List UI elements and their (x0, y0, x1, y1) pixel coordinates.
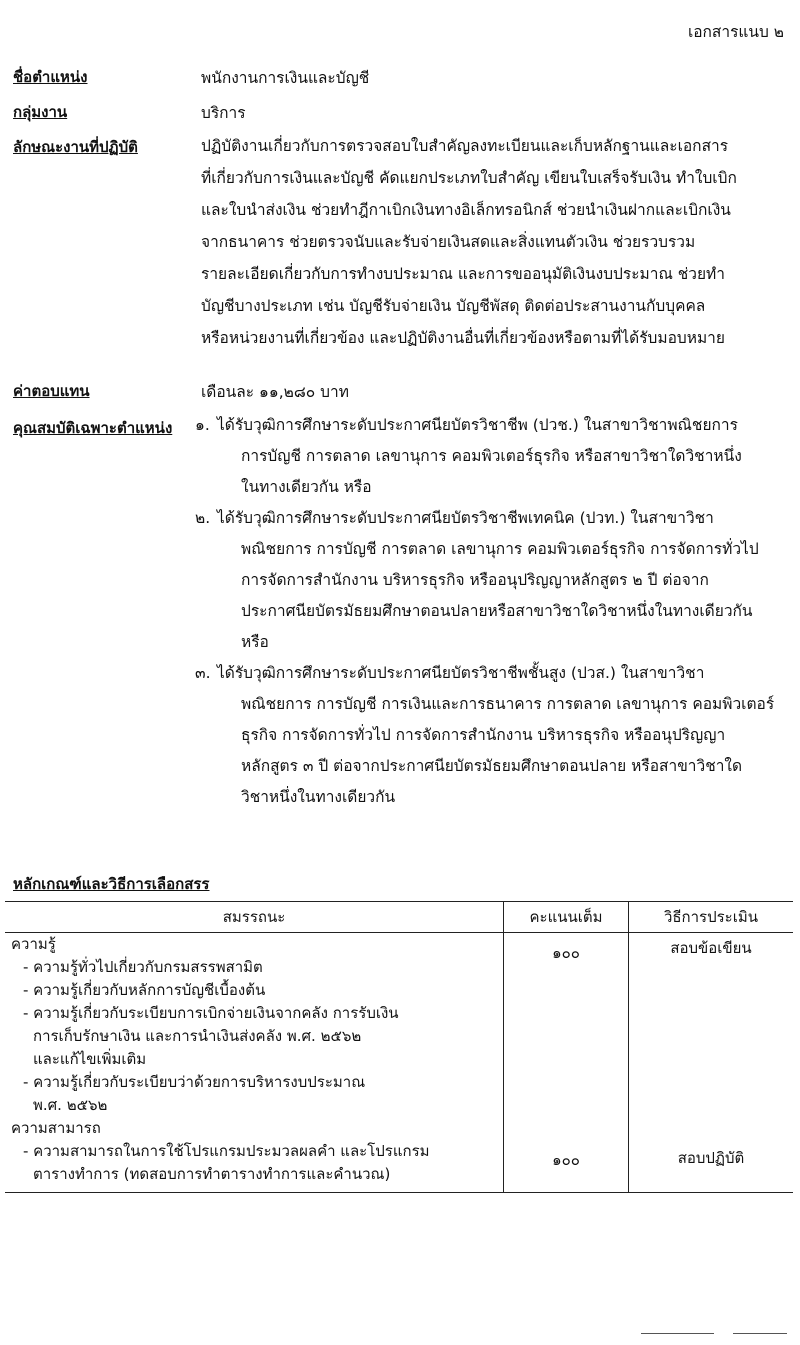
duties-line: ที่เกี่ยวกับการเงินและบัญชี คัดแยกประเภทใบสำคัญ เขียนใบเสร็จรับเงิน ทำใบเบิก (201, 169, 737, 187)
competency-line: - ความรู้เกี่ยวกับระเบียบว่าด้วยการบริหารงบประมาณ (23, 1073, 366, 1091)
qualification-line: การบัญชี การตลาด เลขานุการ คอมพิวเตอร์ธุรกิจ หรือสาขาวิชาใดวิชาหนึ่ง (241, 447, 742, 465)
table-row (5, 933, 793, 1118)
qualification-line: หรือ (241, 633, 269, 651)
competency-cell (5, 1117, 504, 1193)
qualification-number: ๓. (195, 664, 211, 682)
header-competency: สมรรถนะ (5, 902, 504, 933)
qualification-line: ธุรกิจ การจัดการทั่วไป การจัดการสำนักงาน บริหารธุรกิจ หรืออนุปริญญา (241, 726, 726, 744)
qualification-line: หลักสูตร ๓ ปี ต่อจากประกาศนียบัตรมัธยมศึกษาตอนปลาย หรือสาขาวิชาใด (241, 757, 743, 775)
qualification-line: ในทางเดียวกัน หรือ (241, 478, 372, 496)
duties-line: บัญชีบางประเภท เช่น บัญชีรับจ่ายเงิน บัญชีพัสดุ ติดต่อประสานงานกับบุคคล (201, 297, 706, 315)
method-value: สอบข้อเขียน (670, 939, 752, 957)
competency-line: - ความรู้เกี่ยวกับระเบียบการเบิกจ่ายเงินจากคลัง การรับเงิน (23, 1004, 399, 1022)
header-method: วิธีการประเมิน (629, 902, 794, 933)
score-value: ๑๐๐ (552, 944, 580, 962)
qualification-line: วิชาหนึ่งในทางเดียวกัน (241, 788, 396, 806)
competency-line: - ความรู้ทั่วไปเกี่ยวกับกรมสรรพสามิต (23, 958, 263, 976)
score-cell (504, 1117, 629, 1193)
qualification-line: ได้รับวุฒิการศึกษาระดับประกาศนียบัตรวิชาชีพ (ปวช.) ในสาขาวิชาพณิชยการ (217, 416, 738, 434)
table-row (5, 1117, 793, 1193)
competency-heading: ความสามารถ (11, 1119, 101, 1137)
qualification-line: พณิชยการ การบัญชี การเงินและการธนาคาร การตลาด เลขานุการ คอมพิวเตอร์ (241, 695, 775, 713)
signature-line (641, 1333, 714, 1334)
method-cell (629, 933, 794, 1118)
competency-line: พ.ศ. ๒๕๖๒ (33, 1096, 108, 1114)
competency-table (5, 901, 793, 1193)
qualification-item (195, 503, 800, 658)
signature-line (733, 1333, 787, 1334)
score-value: ๑๐๐ (552, 1151, 580, 1169)
duties-line: หรือหน่วยงานที่เกี่ยวข้อง และปฏิบัติงานอื่นที่เกี่ยวข้องหรือตามที่ได้รับมอบหมาย (201, 329, 725, 347)
qualification-line: พณิชยการ การบัญชี การตลาด เลขานุการ คอมพิวเตอร์ธุรกิจ การจัดการทั่วไป (241, 540, 759, 558)
selection-title: หลักเกณฑ์และวิธีการเลือกสรร (13, 875, 210, 893)
competency-heading: ความรู้ (11, 935, 56, 953)
qualification-number: ๑. (195, 416, 210, 434)
score-cell (504, 933, 629, 1118)
competency-line: การเก็บรักษาเงิน และการนำเงินส่งคลัง พ.ศ. ๒๕๖๒ (33, 1027, 362, 1045)
qualification-line: ได้รับวุฒิการศึกษาระดับประกาศนียบัตรวิชาชีพเทคนิค (ปวท.) ในสาขาวิชา (217, 509, 714, 527)
table-header-row (5, 902, 793, 933)
competency-cell (5, 933, 504, 1118)
qualification-item (195, 410, 800, 503)
competency-line: - ความรู้เกี่ยวกับหลักการบัญชีเบื้องต้น (23, 981, 266, 999)
attachment-label: เอกสารแนบ ๒ (687, 23, 784, 41)
competency-line: - ความสามารถในการใช้โปรแกรมประมวลผลคำ และโปรแกรม (23, 1142, 430, 1160)
qualification-line: ประกาศนียบัตรมัธยมศึกษาตอนปลายหรือสาขาวิชาใดวิชาหนึ่งในทางเดียวกัน (241, 602, 753, 620)
qualification-item (195, 658, 800, 813)
duties-line: ปฏิบัติงานเกี่ยวกับการตรวจสอบใบสำคัญลงทะเบียนและเก็บหลักฐานและเอกสาร (201, 137, 729, 155)
qualification-line: การจัดการสำนักงาน บริหารธุรกิจ หรืออนุปริญญาหลักสูตร ๒ ปี ต่อจาก (241, 571, 709, 589)
competency-line: ตารางทำการ (ทดสอบการทำตารางทำการและคำนวณ) (33, 1165, 391, 1183)
duties-line: และใบนำส่งเงิน ช่วยทำฎีกาเบิกเงินทางอิเล็กทรอนิกส์ ช่วยนำเงินฝากและเบิกเงิน (201, 201, 731, 219)
qualification-number: ๒. (195, 509, 211, 527)
qualifications-list (195, 410, 800, 813)
duties-text (201, 130, 799, 354)
qualification-line: ได้รับวุฒิการศึกษาระดับประกาศนียบัตรวิชาชีพชั้นสูง (ปวส.) ในสาขาวิชา (217, 664, 705, 682)
method-value: สอบปฏิบัติ (677, 1149, 745, 1167)
duties-line: จากธนาคาร ช่วยตรวจนับและรับจ่ายเงินสดและสิ่งแทนตัวเงิน ช่วยรวบรวม (201, 233, 696, 251)
qualifications-label: คุณสมบัติเฉพาะตำแหน่ง (13, 419, 173, 437)
method-cell (629, 1117, 794, 1193)
group-value: บริการ (201, 104, 246, 122)
position-value: พนักงานการเงินและบัญชี (201, 69, 370, 87)
compensation-value: เดือนละ ๑๑,๒๘๐ บาท (201, 383, 349, 401)
compensation-label: ค่าตอบแทน (13, 382, 90, 400)
duties-line: รายละเอียดเกี่ยวกับการทำงบประมาณ และการขออนุมัติเงินงบประมาณ ช่วยทำ (201, 265, 725, 283)
header-full-score: คะแนนเต็ม (504, 902, 629, 933)
group-label: กลุ่มงาน (13, 103, 68, 121)
position-label: ชื่อตำแหน่ง (13, 68, 88, 86)
duties-label: ลักษณะงานที่ปฏิบัติ (13, 138, 138, 156)
competency-line: และแก้ไขเพิ่มเติม (33, 1050, 147, 1068)
